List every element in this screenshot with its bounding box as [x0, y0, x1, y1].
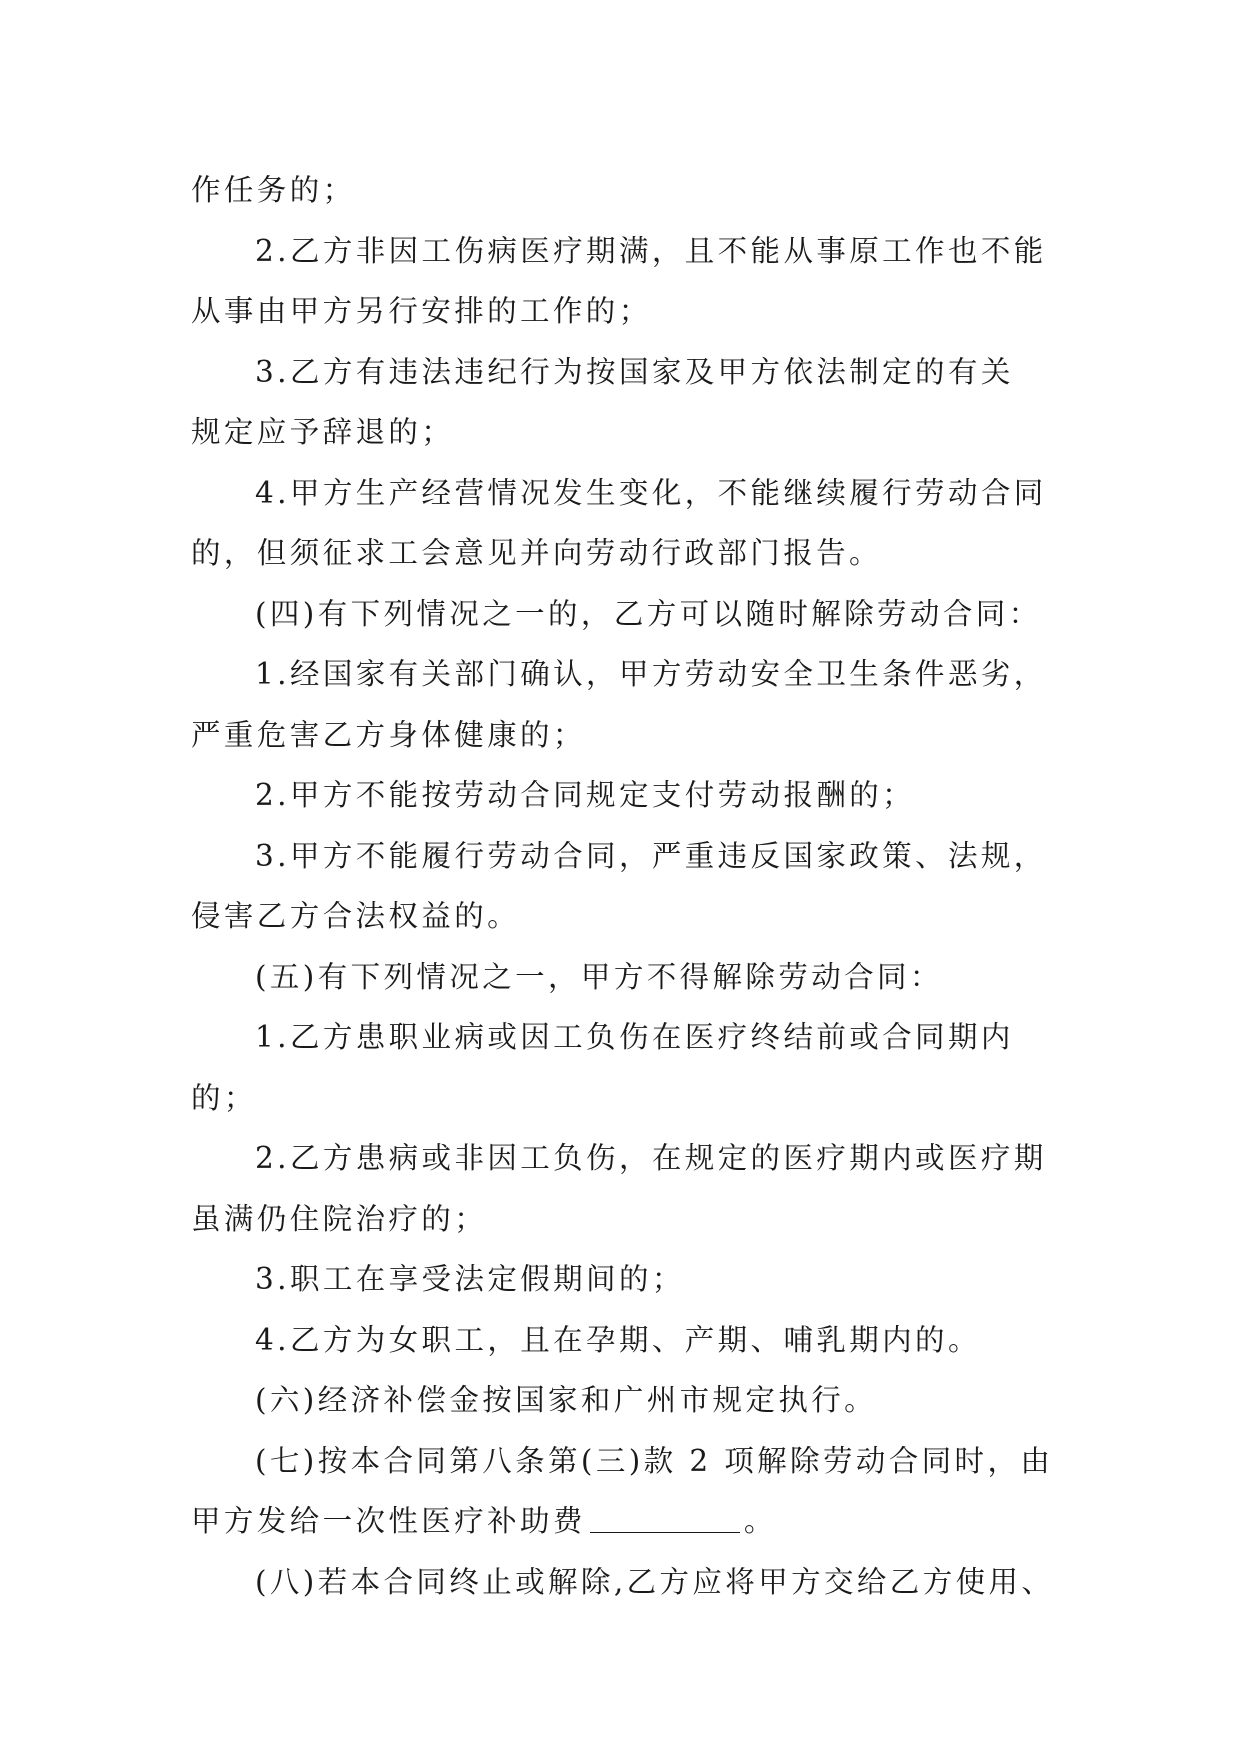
text-line: 的，但须征求工会意见并向劳动行政部门报告。	[191, 536, 882, 570]
section-heading-6: (六)经济补偿金按国家和广州市规定执行。	[255, 1383, 878, 1417]
text-line: 规定应予辞退的；	[191, 415, 455, 449]
text-line: 3.职工在享受法定假期间的；	[255, 1262, 685, 1296]
text-line: 1.经国家有关部门确认，甲方劳动安全卫生条件恶劣，	[255, 657, 1047, 691]
text-line: 的；	[191, 1080, 257, 1115]
text-line: 作任务的；	[191, 173, 356, 207]
text-line: 2.乙方非因工伤病医疗期满，且不能从事原工作也不能	[255, 233, 1047, 268]
text-line: 严重危害乙方身体健康的；	[191, 717, 586, 752]
section-heading-4: (四)有下列情况之一的，乙方可以随时解除劳动合同：	[255, 596, 1042, 631]
text-line: 侵害乙方合法权益的。	[191, 899, 521, 933]
line-text: 甲方发给一次性医疗补助费	[191, 1504, 586, 1538]
section-heading-8: (八)若本合同终止或解除,乙方应将甲方交给乙方使用、	[255, 1564, 1055, 1599]
text-line: 虽满仍住院治疗的；	[191, 1201, 488, 1236]
text-line-with-blank	[191, 1491, 1071, 1552]
text-line: 4.乙方为女职工，且在孕期、产期、哺乳期内的。	[255, 1322, 981, 1357]
text-line: 3.甲方不能履行劳动合同，严重违反国家政策、法规，	[255, 838, 1047, 873]
contract-text	[191, 160, 1071, 1612]
text-line: 4.甲方生产经营情况发生变化，不能继续履行劳动合同	[255, 475, 1047, 510]
fill-in-blank	[590, 1530, 740, 1533]
text-line: 3.乙方有违法违纪行为按国家及甲方依法制定的有关	[255, 354, 1014, 389]
section-heading-7: (七)按本合同第八条第(三)款 2 项解除劳动合同时，由	[255, 1443, 1054, 1478]
text-line: 2.甲方不能按劳动合同规定支付劳动报酬的；	[255, 778, 916, 812]
section-heading-5: (五)有下列情况之一，甲方不得解除劳动合同：	[255, 959, 943, 994]
text-line: 从事由甲方另行安排的工作的；	[191, 294, 652, 328]
text-line: 2.乙方患病或非因工负伤，在规定的医疗期内或医疗期	[255, 1141, 1047, 1175]
line-suffix: 。	[743, 1504, 777, 1538]
text-line: 1.乙方患职业病或因工负伤在医疗终结前或合同期内	[255, 1020, 1014, 1054]
